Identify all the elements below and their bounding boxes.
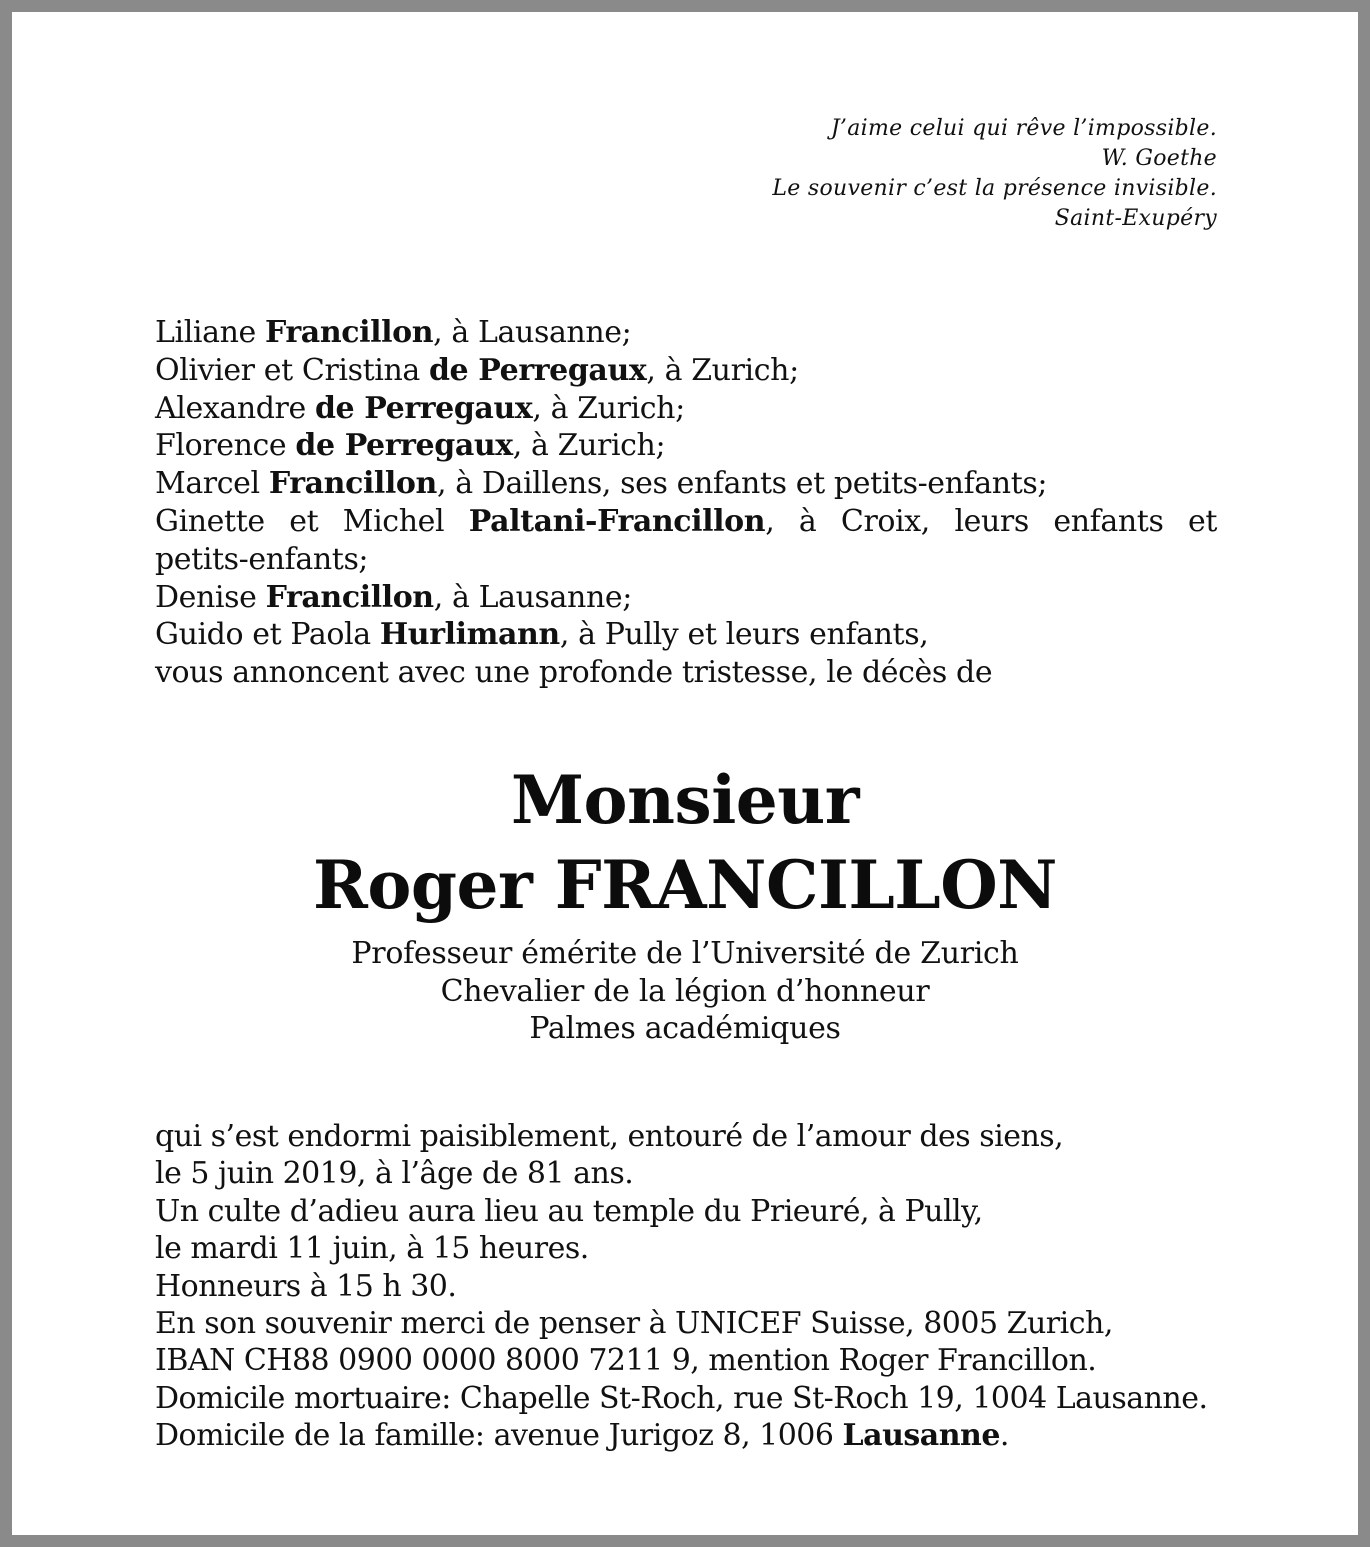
family-member: Olivier et Cristina de Perregaux, à Zurich; bbox=[155, 352, 799, 388]
detail-line: le mardi 11 juin, à 15 heures. bbox=[155, 1231, 589, 1267]
family-address-line: Domicile de la famille: avenue Jurigoz 8, 1006 Lausanne. bbox=[155, 1418, 1009, 1454]
obituary-page bbox=[12, 12, 1358, 1535]
epigraph-quotes bbox=[772, 114, 1217, 234]
family-member: Liliane Francillon, à Lausanne; bbox=[155, 315, 632, 350]
detail-line: Honneurs à 15 h 30. bbox=[155, 1268, 457, 1304]
family-member-continuation: petits-enfants; bbox=[155, 541, 369, 577]
service-details bbox=[155, 1118, 1225, 1455]
deceased-titles bbox=[12, 935, 1358, 1048]
family-member: Guido et Paola Hurlimann, à Pully et leurs enfants, bbox=[155, 617, 929, 653]
deceased-name: Roger FRANCILLON bbox=[312, 846, 1058, 924]
detail-line: IBAN CH88 0900 0000 8000 7211 9, mention Roger Francillon. bbox=[155, 1343, 1097, 1379]
deceased-title: Palmes académiques bbox=[529, 1011, 841, 1046]
deceased-title: Chevalier de la légion d’honneur bbox=[440, 973, 930, 1009]
family-member: Denise Francillon, à Lausanne; bbox=[155, 579, 632, 615]
detail-line: Un culte d’adieu aura lieu au temple du Prieuré, à Pully, bbox=[155, 1193, 983, 1229]
detail-line: le 5 juin 2019, à l’âge de 81 ans. bbox=[155, 1156, 634, 1192]
quote-author: Saint-Exupéry bbox=[1054, 206, 1217, 231]
detail-line: En son souvenir merci de penser à UNICEF Suisse, 8005 Zurich, bbox=[155, 1306, 1113, 1342]
announcement-text: vous annoncent avec une profonde tristesse, le décès de bbox=[155, 655, 993, 691]
family-list bbox=[155, 314, 1217, 692]
deceased-honorific: Monsieur bbox=[510, 761, 860, 839]
quote-author: W. Goethe bbox=[1101, 146, 1217, 171]
detail-line: Domicile mortuaire: Chapelle St-Roch, rue St-Roch 19, 1004 Lausanne. bbox=[155, 1380, 1208, 1416]
deceased-title: Professeur émérite de l’Université de Zurich bbox=[351, 936, 1019, 971]
family-member: Marcel Francillon, à Daillens, ses enfants et petits-enfants; bbox=[155, 466, 1048, 502]
family-member: Ginette et Michel Paltani-Francillon, à Croix, leurs enfants et bbox=[155, 503, 1217, 539]
family-member: Alexandre de Perregaux, à Zurich; bbox=[155, 390, 685, 426]
family-member: Florence de Perregaux, à Zurich; bbox=[155, 428, 666, 464]
quote-line: Le souvenir c’est la présence invisible. bbox=[772, 176, 1217, 201]
quote-line: J’aime celui qui rêve l’impossible. bbox=[830, 116, 1217, 141]
detail-line: qui s’est endormi paisiblement, entouré de l’amour des siens, bbox=[155, 1119, 1064, 1154]
